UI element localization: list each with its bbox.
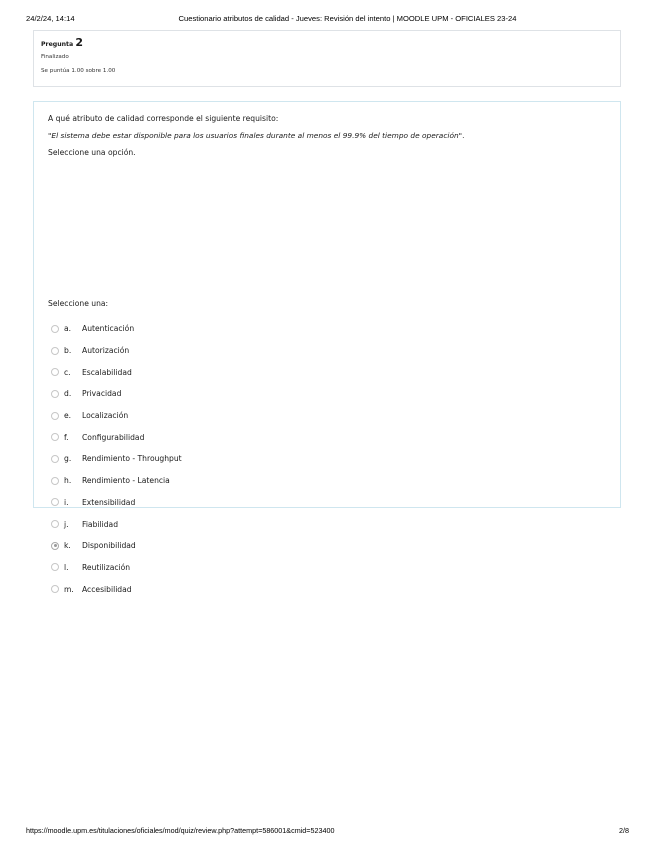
answer-option[interactable]: [51, 535, 182, 557]
question-info-box: [33, 30, 621, 87]
radio-unchecked-icon[interactable]: [51, 477, 59, 485]
answer-label: Privacidad: [82, 389, 122, 399]
answer-letter: j.: [64, 519, 69, 529]
radio-unchecked-icon[interactable]: [51, 520, 59, 528]
requirement-text: El sistema debe estar disponible para los usuarios finales durante al menos el 99.9% del tiempo de operación: [51, 131, 459, 140]
radio-unchecked-icon[interactable]: [51, 433, 59, 441]
question-requirement: [48, 130, 606, 142]
radio-unchecked-icon[interactable]: [51, 368, 59, 376]
print-page-title: Cuestionario atributos de calidad - Jueves: Revisión del intento | MOODLE UPM - OFICIALES 23-24: [178, 14, 517, 23]
quote-open: ": [48, 131, 52, 140]
answer-list: [51, 318, 182, 600]
question-content: [33, 101, 621, 594]
answer-letter: g.: [64, 454, 72, 464]
print-footer: [26, 826, 629, 838]
radio-unchecked-icon[interactable]: [51, 390, 59, 398]
radio-checked-icon[interactable]: [51, 542, 59, 550]
print-date: 24/2/24, 14:14: [26, 14, 75, 23]
question-state: Finalizado: [41, 54, 69, 60]
answer-letter: m.: [64, 584, 74, 594]
answer-label: Fiabilidad: [82, 519, 119, 529]
answer-letter: k.: [64, 541, 71, 551]
answer-option[interactable]: [51, 513, 182, 535]
answer-option[interactable]: [51, 340, 182, 362]
print-url: https://moodle.upm.es/titulaciones/oficiales/mod/quiz/review.php?attempt=586001&cmid=523400: [26, 826, 335, 835]
question-number-value: 2: [75, 36, 83, 49]
radio-unchecked-icon[interactable]: [51, 347, 59, 355]
answer-option[interactable]: [51, 492, 182, 514]
answer-label: Autorización: [82, 346, 130, 356]
answer-label: Accesibilidad: [82, 584, 132, 594]
answer-label: Localización: [82, 411, 129, 421]
question-instruction: Seleccione una opción.: [48, 148, 136, 157]
radio-unchecked-icon[interactable]: [51, 585, 59, 593]
question-intro: A qué atributo de calidad corresponde el siguiente requisito:: [48, 114, 279, 123]
radio-unchecked-icon[interactable]: [51, 563, 59, 571]
answer-option[interactable]: [51, 448, 182, 470]
answer-label: Autenticación: [82, 324, 135, 334]
answer-option[interactable]: [51, 318, 182, 340]
radio-unchecked-icon[interactable]: [51, 455, 59, 463]
question-number: [41, 37, 613, 51]
answer-label: Escalabilidad: [82, 367, 132, 377]
answer-label: Configurabilidad: [82, 432, 145, 442]
answer-option[interactable]: [51, 383, 182, 405]
answer-option[interactable]: [51, 557, 182, 579]
answer-label: Extensibilidad: [82, 497, 136, 507]
answer-option[interactable]: [51, 470, 182, 492]
question-number-label: Pregunta: [41, 41, 74, 48]
answer-option[interactable]: [51, 405, 182, 427]
print-header: [26, 14, 629, 26]
print-page-number: 2/8: [619, 826, 629, 835]
answer-option[interactable]: [51, 426, 182, 448]
quote-close: ".: [458, 131, 465, 140]
answer-letter: e.: [64, 411, 72, 421]
answer-letter: c.: [64, 367, 71, 377]
question-text: [48, 113, 606, 159]
radio-unchecked-icon[interactable]: [51, 498, 59, 506]
radio-unchecked-icon[interactable]: [51, 412, 59, 420]
question-grade: Se puntúa 1.00 sobre 1.00: [41, 68, 116, 74]
answer-letter: l.: [64, 562, 69, 572]
answer-option[interactable]: [51, 361, 182, 383]
answer-letter: f.: [64, 432, 69, 442]
answer-option[interactable]: [51, 578, 182, 600]
answer-letter: a.: [64, 324, 72, 334]
answer-prompt: Seleccione una:: [48, 299, 109, 308]
radio-unchecked-icon[interactable]: [51, 325, 59, 333]
answer-letter: h.: [64, 476, 72, 486]
answer-label: Reutilización: [82, 562, 131, 572]
answer-letter: i.: [64, 497, 69, 507]
answer-label: Rendimiento - Throughput: [82, 454, 182, 464]
answer-label: Rendimiento - Latencia: [82, 476, 170, 486]
answer-label: Disponibilidad: [82, 541, 136, 551]
answer-letter: d.: [64, 389, 72, 399]
answer-letter: b.: [64, 346, 72, 356]
